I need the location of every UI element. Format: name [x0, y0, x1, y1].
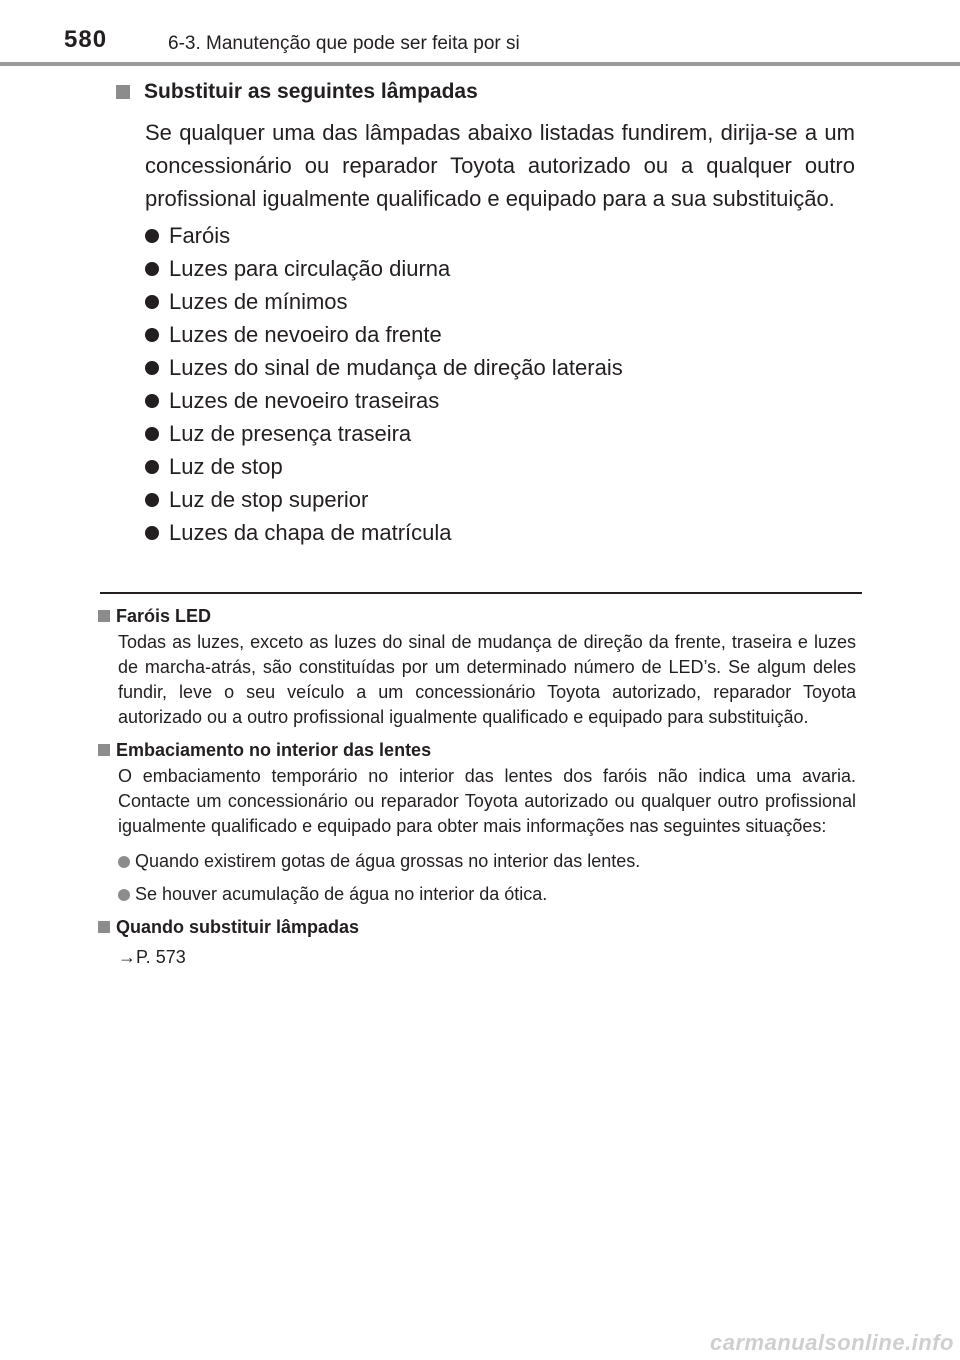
section-title: 6-3. Manutenção que pode ser feita por si	[168, 33, 520, 54]
bullet-dot-icon	[145, 394, 159, 408]
bullet-dot-icon	[118, 889, 130, 901]
list-item: Luzes de nevoeiro traseiras	[145, 384, 856, 417]
section-divider	[100, 592, 862, 594]
list-item: Luz de presença traseira	[145, 417, 856, 450]
bullet-dot-icon	[145, 526, 159, 540]
note-heading-replace: Quando substituir lâmpadas	[98, 913, 856, 941]
bullet-dot-icon	[145, 328, 159, 342]
list-item: Luzes do sinal de mudança de direção laterais	[145, 351, 856, 384]
note-heading-fog: Embaciamento no interior das lentes	[98, 736, 856, 764]
note-heading-led: Faróis LED	[98, 602, 856, 630]
bullet-dot-icon	[145, 460, 159, 474]
square-bullet-icon	[116, 85, 130, 99]
bullet-dot-icon	[145, 295, 159, 309]
main-heading	[116, 76, 856, 108]
square-bullet-icon	[98, 610, 110, 622]
list-item: Faróis	[145, 219, 856, 252]
bullet-dot-icon	[118, 856, 130, 868]
square-bullet-icon	[98, 744, 110, 756]
note-text-fog: O embaciamento temporário no interior das lentes dos faróis não indica uma avaria. Contacte um concessionário ou reparador Toyota autorizado ou qualquer outro profissional igualmente qualificado e equipado para obter mais informações nas seguintes situações:	[118, 766, 856, 836]
main-heading-text: Substituir as seguintes lâmpadas	[144, 80, 478, 103]
list-item: Luzes da chapa de matrícula	[145, 516, 856, 549]
list-item: Quando existirem gotas de água grossas no interior das lentes.	[118, 845, 856, 878]
bullet-dot-icon	[145, 427, 159, 441]
list-item: Luzes de mínimos	[145, 285, 856, 318]
main-section	[116, 76, 856, 549]
lamp-list	[145, 219, 856, 549]
bullet-dot-icon	[145, 493, 159, 507]
note-text-led: Todas as luzes, exceto as luzes do sinal de mudança de direção da frente, traseira e luzes de marcha-atrás, são constituídas por um determinado número de LED’s. Se algum deles fundir, leve o seu veículo a um concessionário Toyota autorizado, reparador Toyota autorizado ou a outro profissional igualmente qualificado e equipado para substituição.	[118, 632, 856, 727]
page-reference-link[interactable]: →P. 573	[118, 947, 186, 967]
list-item: Luz de stop	[145, 450, 856, 483]
list-item: Luzes para circulação diurna	[145, 252, 856, 285]
bullet-dot-icon	[145, 229, 159, 243]
bullet-dot-icon	[145, 361, 159, 375]
fog-situations-list	[118, 845, 856, 911]
list-item: Luz de stop superior	[145, 483, 856, 516]
page-header	[0, 0, 960, 64]
notes-section	[98, 598, 856, 971]
intro-paragraph: Se qualquer uma das lâmpadas abaixo listadas fundirem, dirija-se a um concessionário ou reparador Toyota autorizado ou a qualquer outro profissional igualmente qualificado e equipado para a sua substituição.	[145, 120, 855, 211]
square-bullet-icon	[98, 921, 110, 933]
header-rule	[0, 62, 960, 66]
page-number: 580	[64, 26, 108, 53]
bullet-dot-icon	[145, 262, 159, 276]
list-item: Se houver acumulação de água no interior da ótica.	[118, 878, 856, 911]
list-item: Luzes de nevoeiro da frente	[145, 318, 856, 351]
watermark-logo: carmanualsonline.info	[710, 1330, 954, 1355]
